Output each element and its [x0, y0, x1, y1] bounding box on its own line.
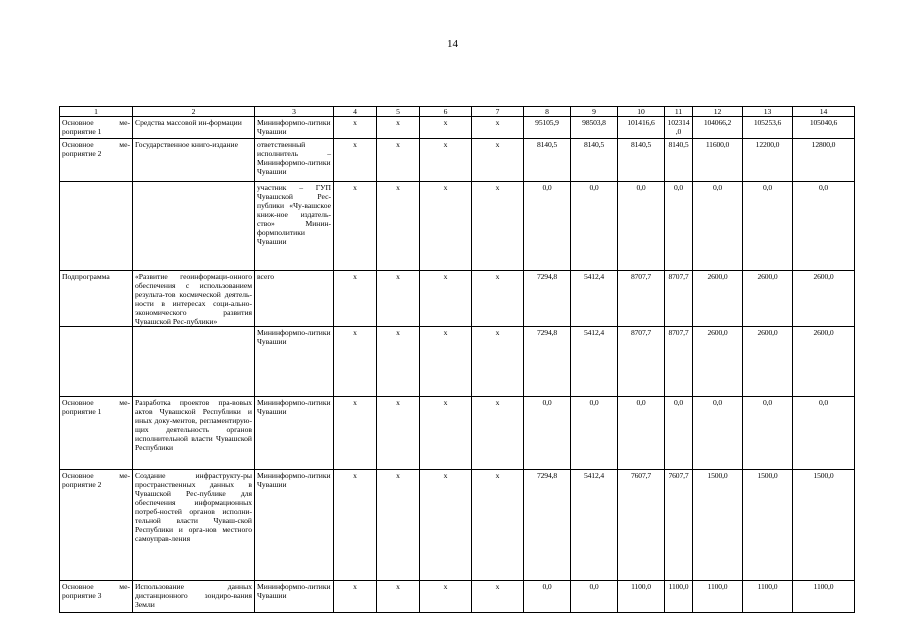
column-header: 9	[571, 107, 618, 117]
code-cell: х	[420, 470, 472, 581]
amount-cell: 105040,6	[793, 117, 855, 139]
code-cell: х	[377, 117, 420, 139]
amount-cell: 5412,4	[571, 271, 618, 327]
amount-cell: 0,0	[524, 581, 571, 613]
executor-cell: участник – ГУП Чувашской Рес-публики «Чу-вашское книж-ное издатель-ство» Минин-формполитики Чувашии	[255, 182, 334, 271]
code-cell: х	[420, 271, 472, 327]
table-row	[60, 139, 855, 182]
page-number: 14	[447, 38, 458, 50]
amount-cell: 0,0	[793, 397, 855, 470]
budget-table	[59, 106, 855, 613]
event-name-cell: «Развитие геоинформаци-онного обеспечения с использованием результа-тов космической деятель-ности в интересах соци-ально-экономического развития Чувашской Рес-публики»	[133, 271, 255, 327]
column-header: 14	[793, 107, 855, 117]
code-cell: х	[334, 182, 377, 271]
event-name-cell: Использование данных дистанционного зондиро-вания Земли	[133, 581, 255, 613]
amount-cell: 1100,0	[618, 581, 665, 613]
amount-cell: 1100,0	[665, 581, 693, 613]
amount-cell: 8707,7	[618, 327, 665, 397]
amount-cell: 8140,5	[618, 139, 665, 182]
amount-cell: 12800,0	[793, 139, 855, 182]
code-cell: х	[472, 327, 524, 397]
amount-cell: 8140,5	[571, 139, 618, 182]
event-name-cell: Создание инфраструкту-ры пространственных данных в Чувашской Рес-публике для обеспечения информационных потреб-ностей органов исполни-тельной власти Чуваш-ской Республики и орга-нов местного самоуправ-ления	[133, 470, 255, 581]
amount-cell: 0,0	[665, 182, 693, 271]
executor-cell: Мининформпо-литики Чувашии	[255, 581, 334, 613]
amount-cell: 101416,6	[618, 117, 665, 139]
event-name-cell	[133, 327, 255, 397]
table-row	[60, 581, 855, 613]
amount-cell: 0,0	[618, 182, 665, 271]
event-name-cell: Разработка проектов пра-вовых актов Чувашской Республики и иных доку-ментов, регламентирую-щих деятельность органов исполнительной власти Чувашской Республики	[133, 397, 255, 470]
code-cell: х	[334, 397, 377, 470]
code-cell: х	[377, 271, 420, 327]
amount-cell: 0,0	[665, 397, 693, 470]
amount-cell: 2600,0	[793, 271, 855, 327]
code-cell: х	[377, 470, 420, 581]
code-cell: х	[377, 397, 420, 470]
code-cell: х	[420, 139, 472, 182]
amount-cell: 12200,0	[743, 139, 793, 182]
amount-cell: 5412,4	[571, 327, 618, 397]
amount-cell: 2600,0	[743, 327, 793, 397]
amount-cell: 104066,2	[693, 117, 743, 139]
amount-cell: 0,0	[618, 397, 665, 470]
event-name-cell: Государственное книго-издание	[133, 139, 255, 182]
amount-cell: 8707,7	[618, 271, 665, 327]
table-row	[60, 117, 855, 139]
amount-cell: 1500,0	[793, 470, 855, 581]
amount-cell: 98503,8	[571, 117, 618, 139]
amount-cell: 105253,6	[743, 117, 793, 139]
column-header: 3	[255, 107, 334, 117]
code-cell: х	[420, 182, 472, 271]
amount-cell: 1100,0	[693, 581, 743, 613]
amount-cell: 2600,0	[793, 327, 855, 397]
executor-cell: всего	[255, 271, 334, 327]
executor-cell: Мининформпо-литики Чувашии	[255, 117, 334, 139]
amount-cell: 0,0	[571, 581, 618, 613]
amount-cell: 1500,0	[693, 470, 743, 581]
amount-cell: 0,0	[793, 182, 855, 271]
code-cell: х	[334, 271, 377, 327]
event-type-cell	[60, 327, 133, 397]
event-name-cell: Средства массовой ин-формации	[133, 117, 255, 139]
amount-cell: 8707,7	[665, 271, 693, 327]
table-row	[60, 397, 855, 470]
code-cell: х	[472, 581, 524, 613]
code-cell: х	[377, 182, 420, 271]
column-header: 12	[693, 107, 743, 117]
amount-cell: 7294,8	[524, 327, 571, 397]
amount-cell: 1100,0	[743, 581, 793, 613]
amount-cell: 8707,7	[665, 327, 693, 397]
executor-cell: Мининформпо-литики Чувашии	[255, 327, 334, 397]
amount-cell: 5412,4	[571, 470, 618, 581]
code-cell: х	[334, 117, 377, 139]
event-type-cell: Основное ме-роприятие 3	[60, 581, 133, 613]
amount-cell: 8140,5	[665, 139, 693, 182]
column-header: 10	[618, 107, 665, 117]
code-cell: х	[420, 327, 472, 397]
event-type-cell: Основное ме-роприятие 1	[60, 117, 133, 139]
amount-cell: 7294,8	[524, 271, 571, 327]
code-cell: х	[472, 397, 524, 470]
event-type-cell: Основное ме-роприятие 2	[60, 470, 133, 581]
amount-cell: 11600,0	[693, 139, 743, 182]
executor-cell: Мининформпо-литики Чувашии	[255, 470, 334, 581]
code-cell: х	[472, 182, 524, 271]
column-header: 4	[334, 107, 377, 117]
code-cell: х	[420, 581, 472, 613]
event-type-cell: Основное ме-роприятие 1	[60, 397, 133, 470]
event-type-cell: Подпрограмма	[60, 271, 133, 327]
executor-cell: Мининформпо-литики Чувашии	[255, 397, 334, 470]
amount-cell: 0,0	[571, 182, 618, 271]
event-type-cell	[60, 182, 133, 271]
code-cell: х	[334, 470, 377, 581]
amount-cell: 0,0	[743, 397, 793, 470]
column-header: 1	[60, 107, 133, 117]
amount-cell: 0,0	[693, 182, 743, 271]
amount-cell: 0,0	[524, 182, 571, 271]
amount-cell: 8140,5	[524, 139, 571, 182]
code-cell: х	[334, 581, 377, 613]
amount-cell: 95105,9	[524, 117, 571, 139]
table-row	[60, 470, 855, 581]
column-header: 5	[377, 107, 420, 117]
code-cell: х	[377, 581, 420, 613]
amount-cell: 1500,0	[743, 470, 793, 581]
executor-cell: ответственный исполнитель – Мининформпо-литики Чувашии	[255, 139, 334, 182]
amount-cell: 7607,7	[665, 470, 693, 581]
column-header: 13	[743, 107, 793, 117]
amount-cell: 0,0	[743, 182, 793, 271]
amount-cell: 2600,0	[693, 271, 743, 327]
column-header: 7	[472, 107, 524, 117]
code-cell: х	[334, 327, 377, 397]
table-row	[60, 271, 855, 327]
code-cell: х	[472, 117, 524, 139]
amount-cell: 0,0	[571, 397, 618, 470]
column-header: 2	[133, 107, 255, 117]
column-header: 6	[420, 107, 472, 117]
event-name-cell	[133, 182, 255, 271]
code-cell: х	[420, 397, 472, 470]
amount-cell: 1100,0	[793, 581, 855, 613]
column-header: 11	[665, 107, 693, 117]
table-header-row	[60, 107, 855, 117]
amount-cell: 102314,0	[665, 117, 693, 139]
amount-cell: 7294,8	[524, 470, 571, 581]
table-row	[60, 327, 855, 397]
code-cell: х	[472, 470, 524, 581]
code-cell: х	[420, 117, 472, 139]
table-row	[60, 182, 855, 271]
amount-cell: 2600,0	[743, 271, 793, 327]
column-header: 8	[524, 107, 571, 117]
code-cell: х	[377, 327, 420, 397]
code-cell: х	[377, 139, 420, 182]
code-cell: х	[334, 139, 377, 182]
code-cell: х	[472, 271, 524, 327]
amount-cell: 0,0	[693, 397, 743, 470]
amount-cell: 0,0	[524, 397, 571, 470]
amount-cell: 7607,7	[618, 470, 665, 581]
event-type-cell: Основное ме-роприятие 2	[60, 139, 133, 182]
code-cell: х	[472, 139, 524, 182]
amount-cell: 2600,0	[693, 327, 743, 397]
